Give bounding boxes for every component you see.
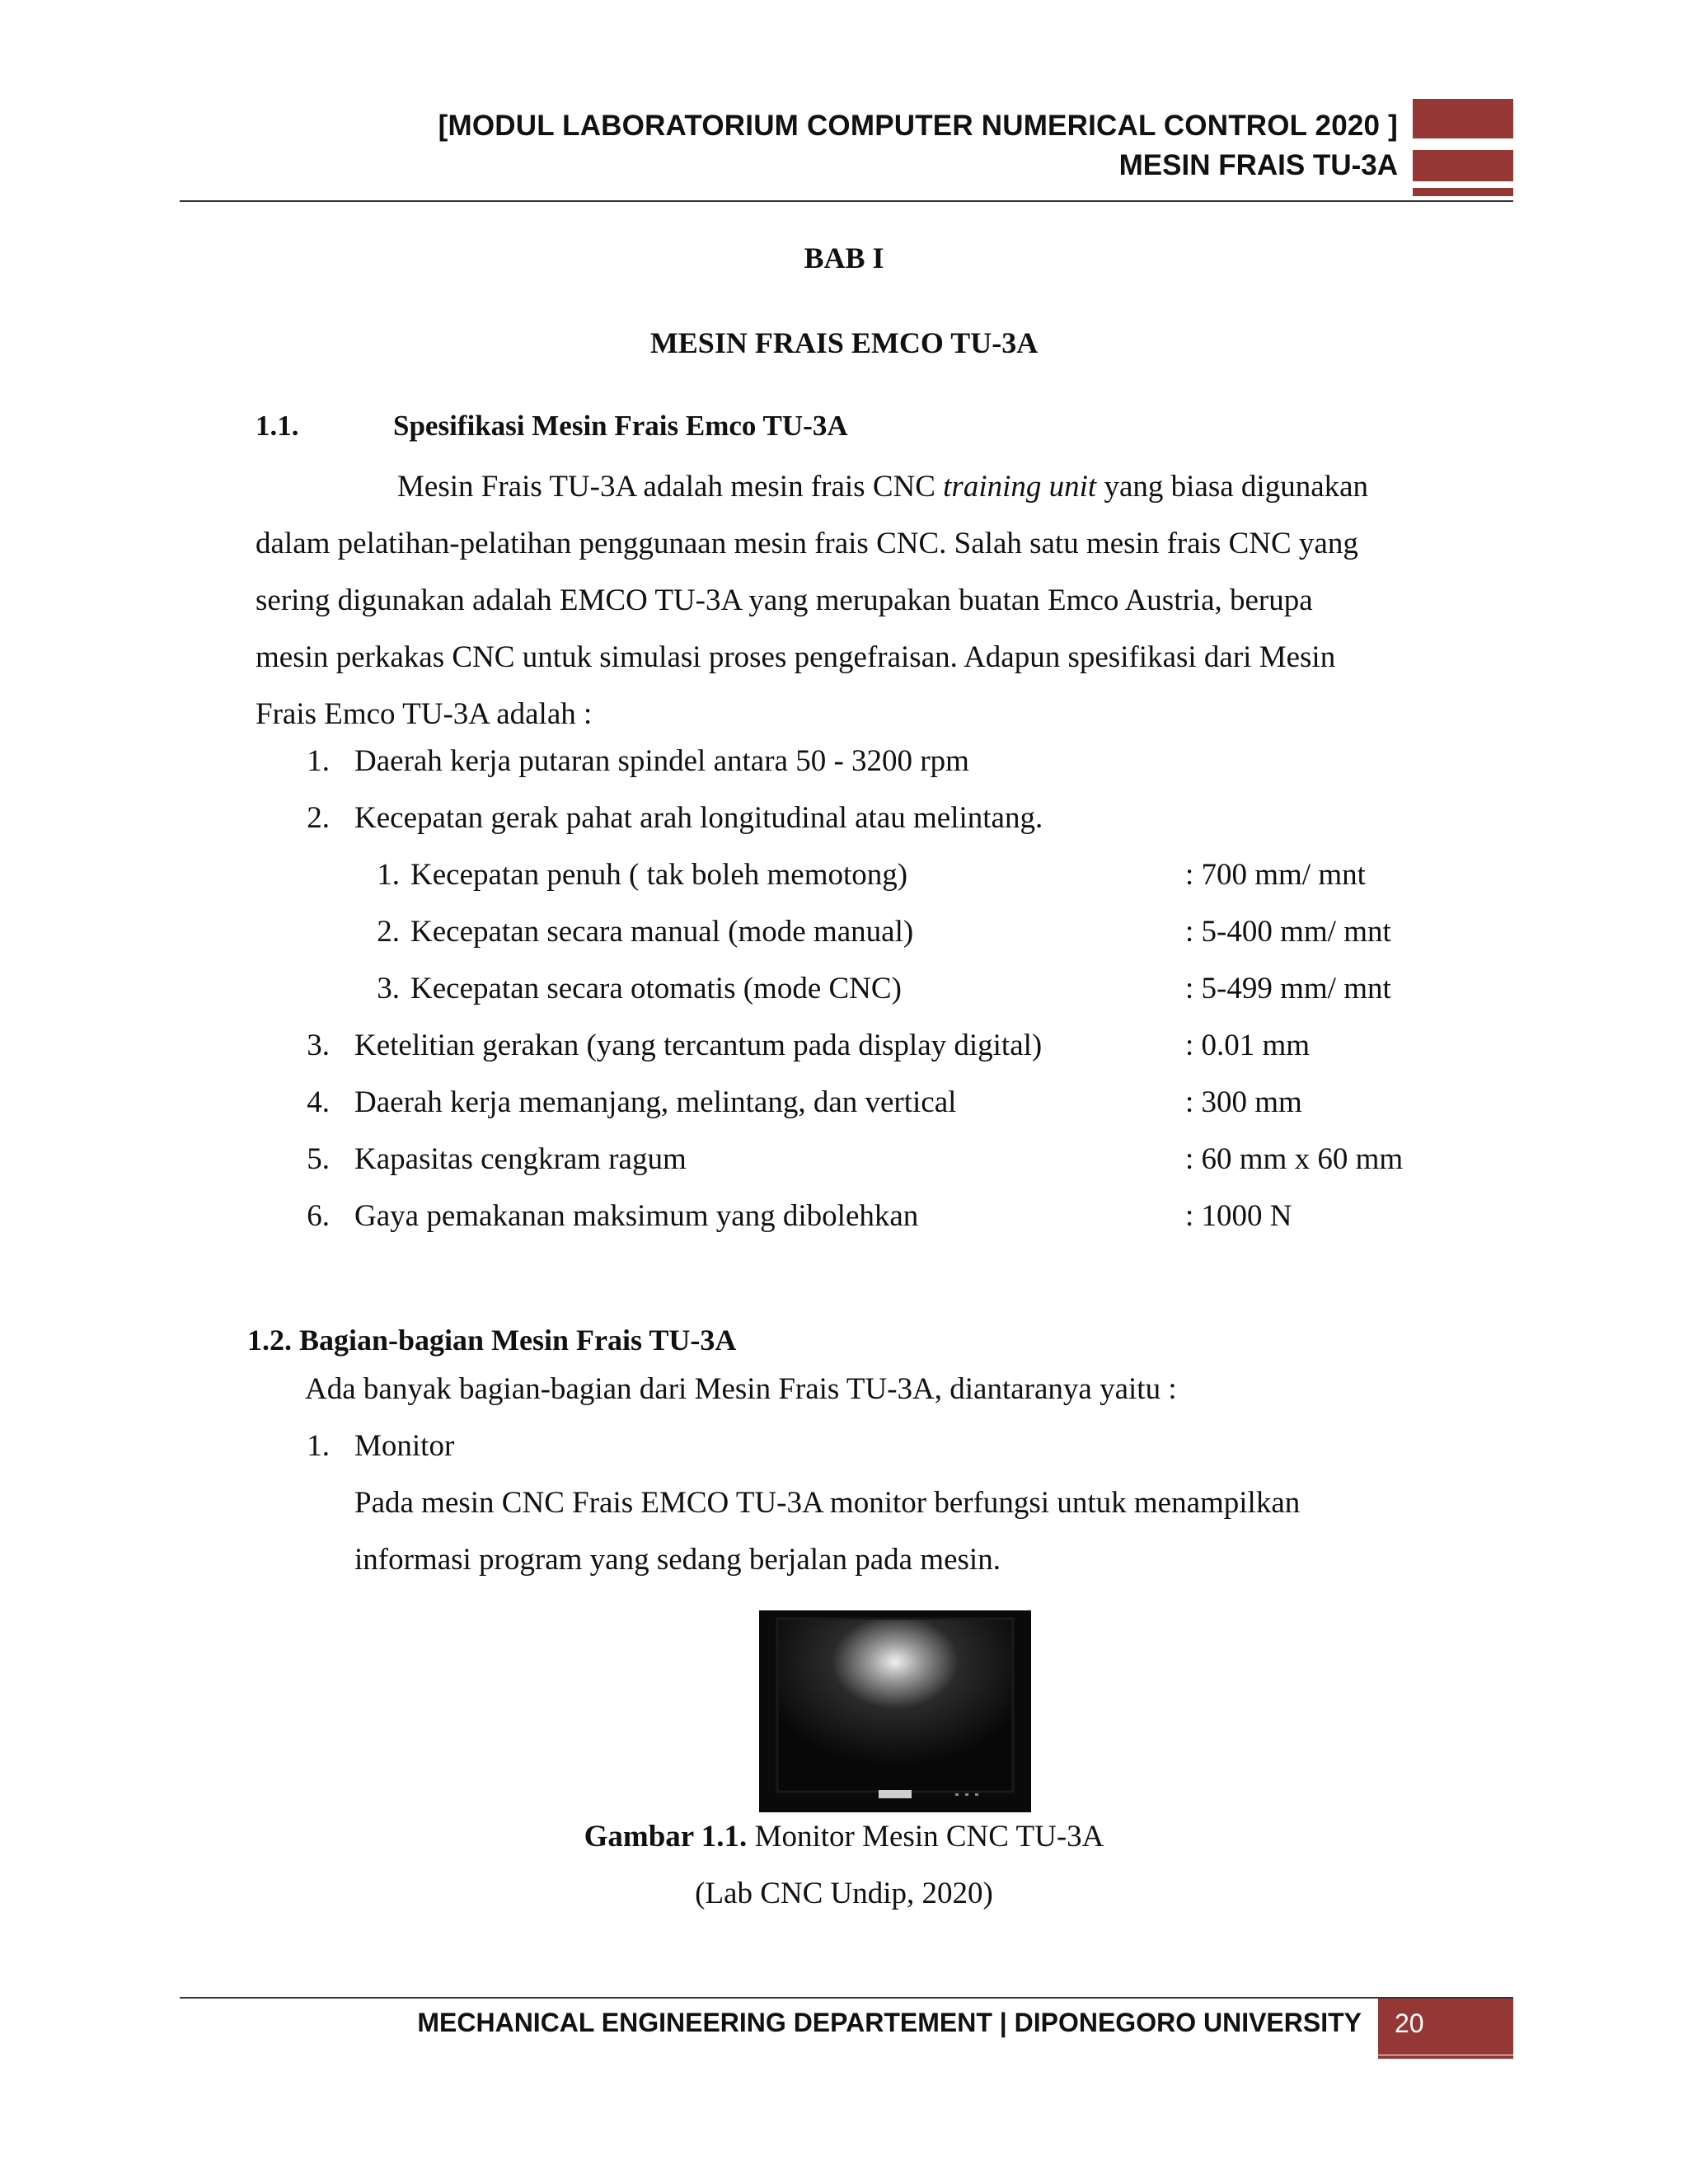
list-item: Gaya pemakanan maksimum yang dibolehkan (354, 1199, 919, 1233)
section-paragraph (256, 458, 1496, 743)
spec-value: : 0.01 mm (1185, 1029, 1311, 1062)
list-item: Ketelitian gerakan (yang tercantum pada display digital) (354, 1029, 1043, 1062)
spec-value: : 60 mm x 60 mm (1185, 1142, 1404, 1176)
sublist-number: 1. (377, 858, 400, 892)
monitor-photo-image (759, 1610, 1031, 1812)
spec-value: : 700 mm/ mnt (1185, 858, 1366, 892)
section-title: 1.2. Bagian-bagian Mesin Frais TU-3A (247, 1324, 737, 1357)
list-number: 1. (307, 744, 330, 778)
header-subtitle: MESIN FRAIS TU-3A (1118, 149, 1398, 181)
paragraph-line: sering digunakan adalah EMCO TU-3A yang merupakan buatan Emco Austria, berupa (256, 583, 1313, 617)
header-title: [MODUL LABORATORIUM COMPUTER NUMERICAL CONTROL 2020 ] (438, 110, 1398, 142)
list-item: Monitor (354, 1429, 455, 1463)
header-accent-block (1413, 188, 1513, 196)
sublist-item: Kecepatan secara manual (mode manual) (410, 915, 914, 949)
list-item: Daerah kerja memanjang, melintang, dan vertical (354, 1085, 957, 1119)
header-accent-block (1413, 99, 1513, 138)
spec-value: : 300 mm (1185, 1085, 1302, 1119)
spec-value: : 1000 N (1185, 1199, 1292, 1233)
section-title: Spesifikasi Mesin Frais Emco TU-3A (393, 410, 848, 442)
item-description: informasi program yang sedang berjalan pada mesin. (354, 1543, 1001, 1577)
chapter-title: MESIN FRAIS EMCO TU-3A (649, 326, 1039, 359)
spec-value: : 5-499 mm/ mnt (1185, 972, 1391, 1005)
list-number: 4. (307, 1085, 330, 1119)
paragraph-line: Mesin Frais TU-3A adalah mesin frais CNC training unit yang biasa digunakan (397, 470, 1369, 504)
sublist-number: 2. (377, 915, 400, 949)
list-item: Daerah kerja putaran spindel antara 50 - 3200 rpm (354, 744, 969, 778)
figure-caption: Gambar 1.1. Monitor Mesin CNC TU-3A (584, 1820, 1104, 1854)
monitor-photo (759, 1610, 1031, 1812)
sublist-item: Kecepatan penuh ( tak boleh memotong) (410, 858, 908, 892)
footer-divider (180, 1997, 1513, 1999)
item-description: Pada mesin CNC Frais EMCO TU-3A monitor berfungsi untuk menampilkan (354, 1486, 1301, 1520)
list-number: 6. (307, 1199, 330, 1233)
footer-text: MECHANICAL ENGINEERING DEPARTEMENT | DIPONEGORO UNIVERSITY (417, 2008, 1362, 2037)
list-number: 1. (307, 1429, 330, 1463)
section-intro: Ada banyak bagian-bagian dari Mesin Frais TU-3A, diantaranya yaitu : (305, 1372, 1177, 1406)
italic-term: training unit (943, 470, 1097, 504)
header-accent-block (1413, 150, 1513, 181)
sublist-number: 3. (377, 972, 400, 1005)
section-number: 1.1. (256, 410, 299, 442)
list-item: Kecepatan gerak pahat arah longitudinal atau melintang. (354, 801, 1043, 835)
spec-value: : 5-400 mm/ mnt (1185, 915, 1391, 949)
figure-source: (Lab CNC Undip, 2020) (695, 1877, 993, 1910)
chapter-label: BAB I (804, 241, 884, 274)
list-item: Kapasitas cengkram ragum (354, 1142, 687, 1176)
list-number: 5. (307, 1142, 330, 1176)
header-divider (180, 200, 1513, 202)
sublist-item: Kecepatan secara otomatis (mode CNC) (410, 972, 902, 1005)
page-number: 20 (1395, 2008, 1424, 2038)
paragraph-line: Frais Emco TU-3A adalah : (256, 697, 593, 731)
footer-accent (1378, 2055, 1513, 2059)
paragraph-line: dalam pelatihan-pelatihan penggunaan mesin frais CNC. Salah satu mesin frais CNC yang (256, 527, 1358, 560)
list-number: 2. (307, 801, 330, 835)
paragraph-line: mesin perkakas CNC untuk simulasi proses pengefraisan. Adapun spesifikasi dari Mesin (256, 640, 1336, 674)
list-number: 3. (307, 1029, 330, 1062)
